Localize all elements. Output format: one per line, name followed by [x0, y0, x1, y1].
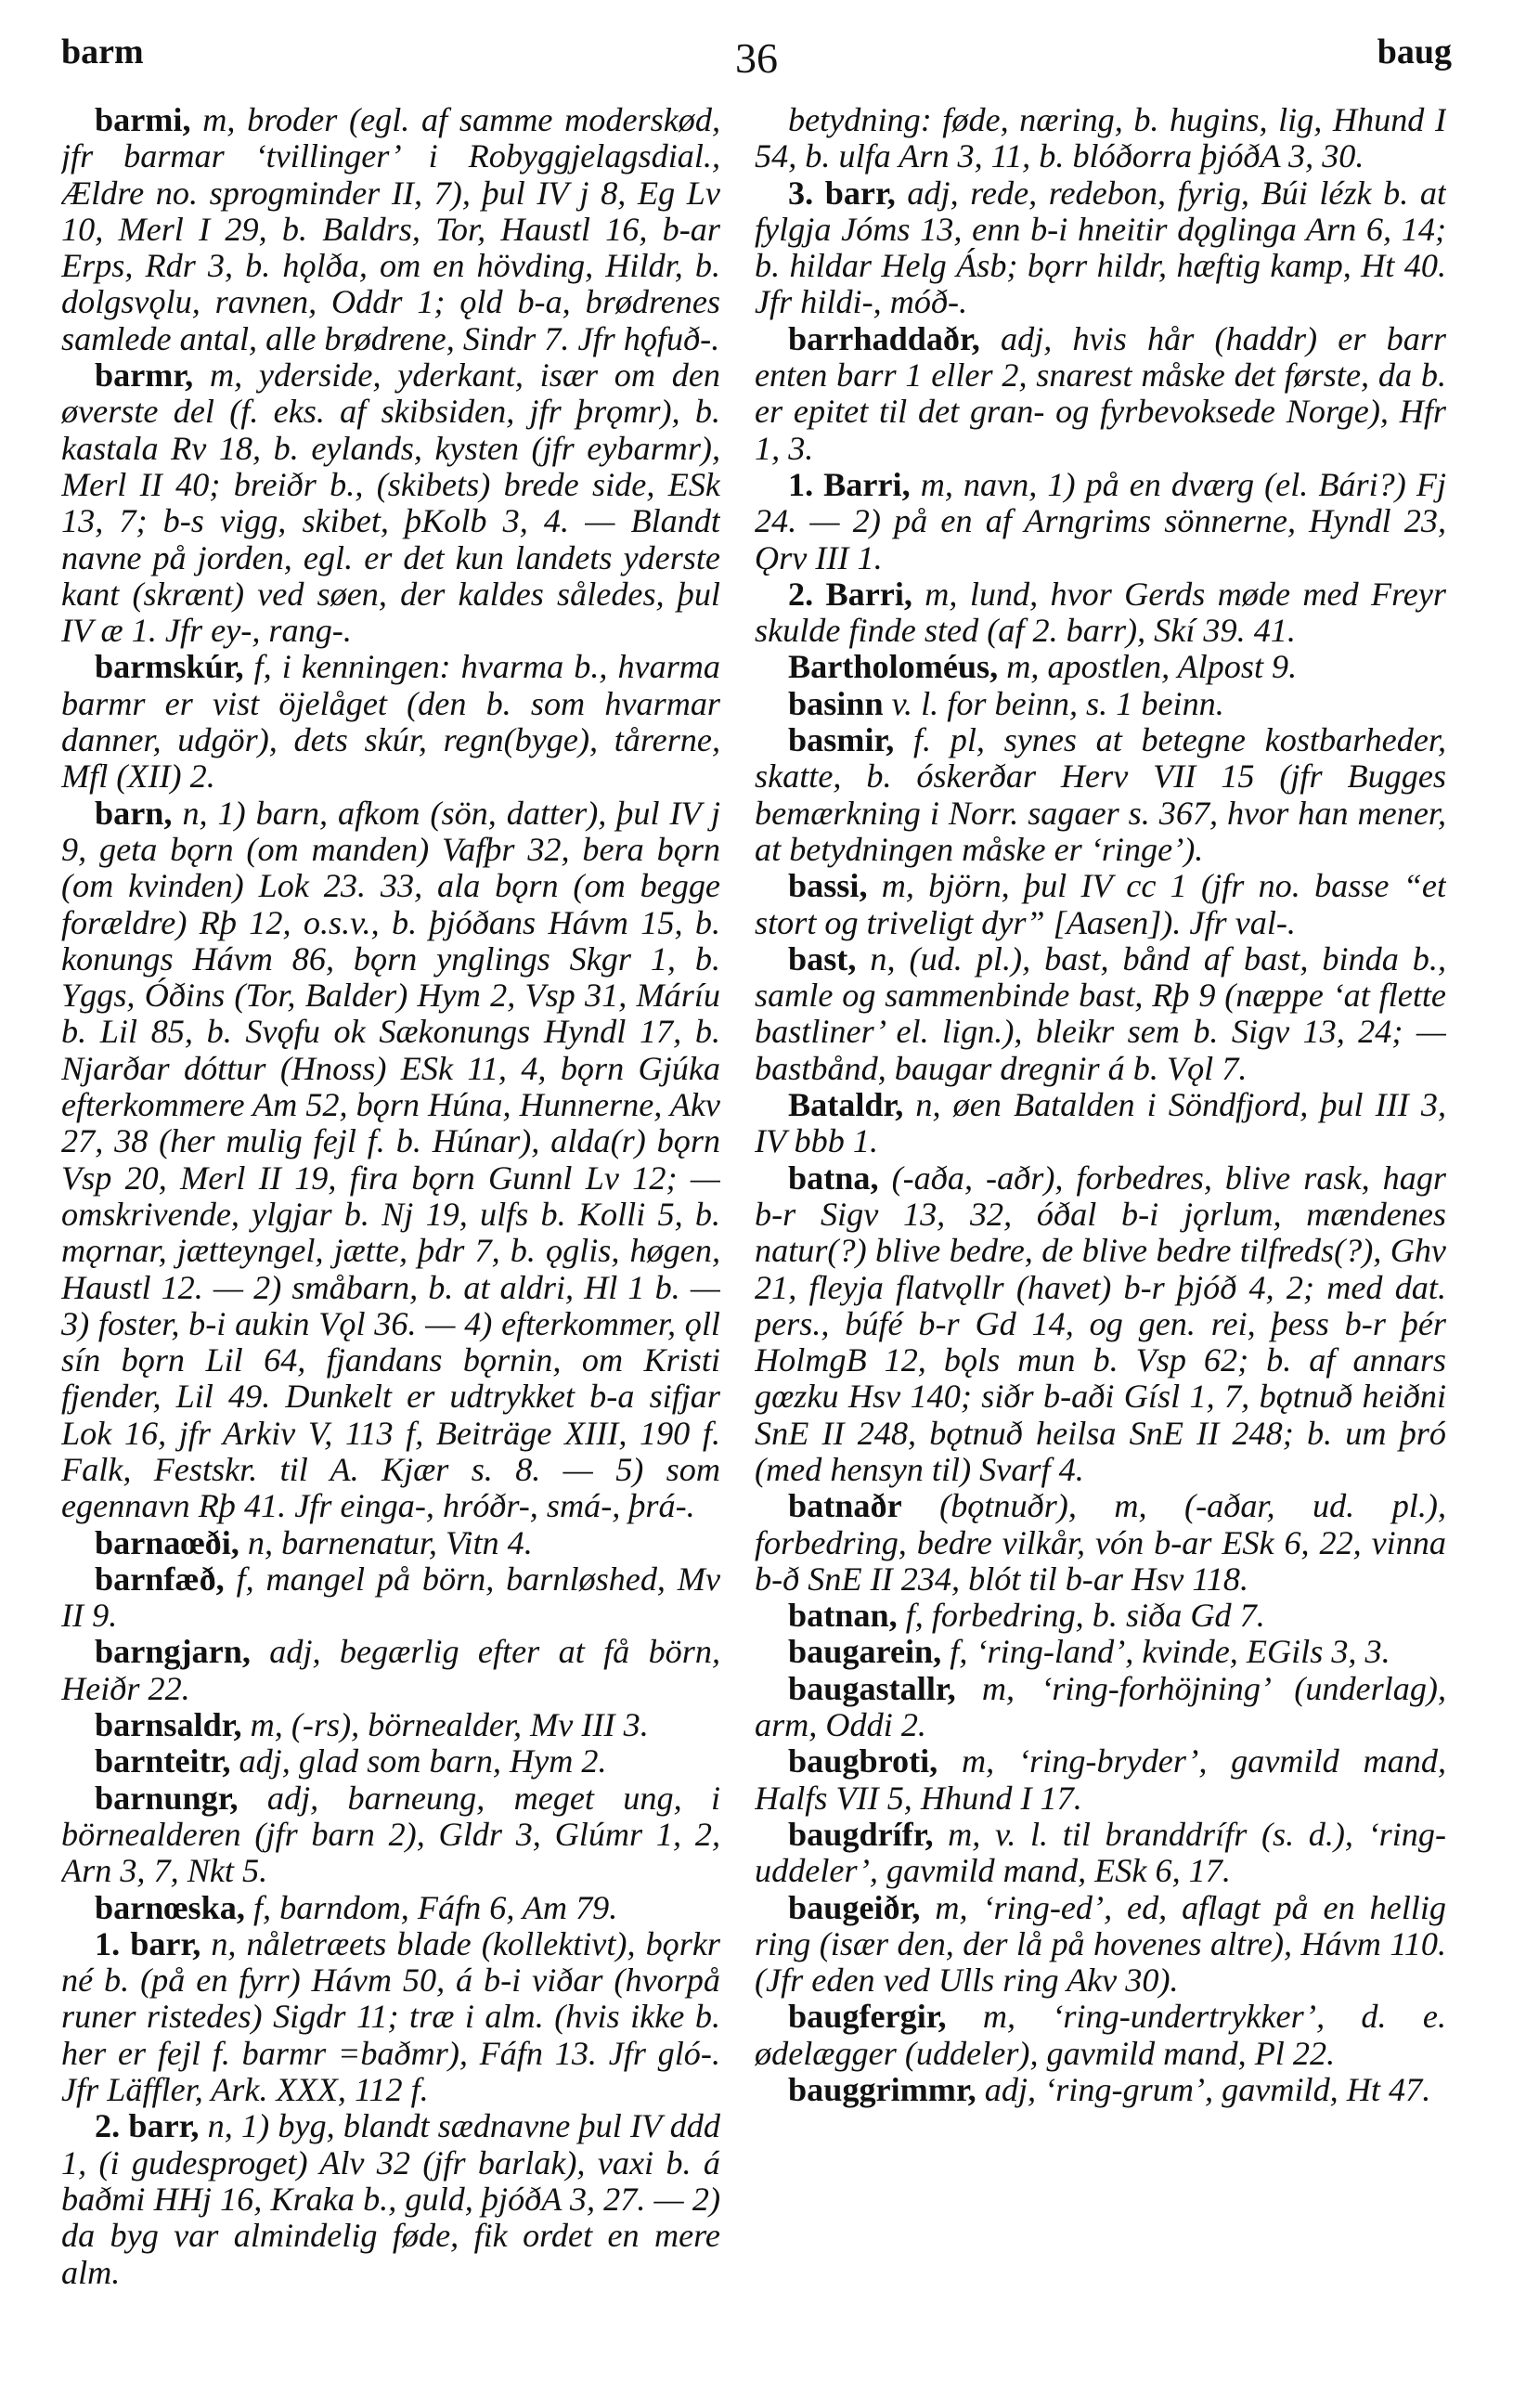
dictionary-entry — [755, 649, 1446, 685]
dictionary-entry — [755, 321, 1446, 467]
entry-definition: v. l. til branddrífr (s. d.), ‘ring-uddeler’, gavmild mand, ESk 6, 17. — [755, 1815, 1446, 1890]
entry-grammar: f, — [253, 648, 272, 686]
entry-headword: batna, — [788, 1159, 879, 1197]
entry-grammar: n, — [211, 1924, 237, 1962]
entry-definition: barnenatur, Vitn 4. — [281, 1523, 533, 1561]
entry-grammar: adj, — [907, 174, 959, 212]
dictionary-entry — [755, 576, 1446, 650]
dictionary-entry — [755, 1743, 1446, 1817]
entry-headword: barnungr, — [95, 1779, 239, 1817]
entry-definition: broder (egl. af samme moderskød, jfr barmar ‘tvillinger’ i Robyggjelagsdial., Ældre no. sprogminder II, 7), þul IV j 8, Eg Lv 10, Merl I 29, b. Baldrs, Tor, Haustl 16, b-ar Erps, Rdr 3, b. hǫlða, om en hövding, Hildr, b. dolgsvǫlu, ravnen, Oddr 1; ǫld b-a, brødrenes samlede antal, alle brødrene, Sindr 7. Jfr hǫfuð-. — [61, 102, 720, 357]
header-left-guide-word: barm — [61, 32, 144, 71]
dictionary-entry — [755, 1488, 1446, 1598]
entry-headword: basmir, — [788, 721, 895, 759]
dictionary-entry — [755, 1634, 1446, 1670]
entry-grammar: m, — [881, 867, 914, 905]
entry-definition: ‘ring-grum’, gavmild, Ht 47. — [1044, 2071, 1431, 2109]
entry-headword: baugdrífr, — [788, 1815, 934, 1853]
dictionary-entry — [61, 357, 720, 649]
entry-definition: begærlig efter at få börn, Heiðr 22. — [61, 1633, 720, 1707]
dictionary-entry — [61, 1890, 720, 1926]
entry-grammar: f. pl, — [912, 721, 985, 759]
entry-grammar: m, — [935, 1888, 968, 1926]
entry-grammar: m, — [250, 1706, 283, 1744]
entry-definition: rede, redebon, fyrig, Búi lézk b. at fylgja Jóms 13, enn b-i hneitir dǫglinga Arn 6, 14; b. hildar Helg Ásb; bǫrr hildr, hæftig kamp, Ht 40. Jfr hildi-, móð-. — [755, 174, 1446, 321]
entry-definition: øen Batalden i Söndfjord, þul III 3, IV bbb 1. — [755, 1086, 1446, 1160]
entry-headword: barmi, — [95, 102, 191, 138]
entry-definition: lund, hvor Gerds møde med Freyr skulde finde sted (af 2. barr), Skí 39. 41. — [755, 575, 1446, 650]
entry-headword: 2. barr, — [95, 2107, 200, 2145]
entry-grammar: f, — [252, 1888, 272, 1926]
dictionary-entry — [755, 686, 1446, 722]
entry-headword: baugfergir, — [788, 1998, 947, 2036]
dictionary-entry — [61, 796, 720, 1525]
entry-headword: 3. barr, — [788, 174, 896, 212]
dictionary-entry — [755, 868, 1446, 941]
dictionary-entry — [755, 1087, 1446, 1160]
entry-headword: batnaðr — [788, 1487, 902, 1525]
entry-definition: ‘ring-ed’, ed, aflagt på en hellig ring (især den, der lå på hovenes altre), Hávm 110. (Jfr eden ved Ulls ring Akv 30). — [755, 1888, 1446, 2000]
entry-definition: (-aða, -aðr), forbedres, blive rask, hagr b-r Sigv 13, 32, óðal b-i jǫrlum, mændenes natur(?) blive bedre, de blive bedre tilfreds(?), Ghv 21, fleyja flatvǫllr (havet) b-r þjóð 4, 2; med dat. pers., búfé b-r Gd 14, og gen. rei, þess b-r þér HolmgB 12, bǫls mun b. Vsp 62; b. af annars gœzku Hsv 140; siðr b-aði Gísl 1, 7, bǫtnuð heiðni SnE II 248, bǫtnuð heilsa SnE II 248; b. um þró (med hensyn til) Svarf 4. — [755, 1159, 1446, 1488]
entry-headword: baugarein, — [788, 1633, 942, 1671]
entry-definition: ‘ring-bryder’, gavmild mand, Halfs VII 5, Hhund I 17. — [755, 1742, 1446, 1817]
entry-headword: 1. barr, — [95, 1924, 201, 1962]
entry-headword: baugbroti, — [788, 1742, 938, 1780]
entry-grammar: n, — [915, 1086, 941, 1124]
entry-definition: barndom, Fáfn 6, Am 79. — [279, 1888, 618, 1926]
entry-definition: 1) byg, blandt sædnavne þul IV ddd 1, (i gudesproget) Alv 32 (jfr barlak), vaxi b. á baðmi HHj 16, Kraka b., guld, þjóðA 3, 27. — 2) da byg var almindelig føde, fik ordet en mere alm. — [61, 2107, 720, 2291]
page-header — [61, 24, 1452, 80]
entry-headword: Bataldr, — [788, 1086, 904, 1124]
dictionary-entry — [61, 1926, 720, 2108]
entry-definition: yderside, yderkant, især om den øverste del (f. eks. af skibsiden, jfr þrǫmr), b. kastala Rv 18, b. eylands, kysten (jfr eybarmr), Merl II 40; breiðr b., (skibets) brede side, ESk 13, 7; b-s vigg, skibet, þKolb 3, 4. — Blandt navne på jorden, egl. er det kun landets yderste kant (skrænt) ved søen, der kaldes således, þul IV æ 1. Jfr ey-, rang-. — [61, 356, 720, 650]
entry-definition: 1) barn, afkom (sön, datter), þul IV j 9, geta bǫrn (om manden) Vafþr 32, bera bǫrn (om kvinden) Lok 23. 33, ala bǫrn (om begge forældre) Rþ 12, o.s.v., b. þjóðans Hávm 15, b. konungs Hávm 86, bǫrn ynglings Skgr 1, b. Yggs, Óðins (Tor, Balder) Hym 2, Vsp 31, Máríu b. Lil 85, b. Svǫfu ok Sækonungs Hyndl 17, b. Njarðar dóttur (Hnoss) ESk 11, 4, bǫrn Gjúka efterkommere Am 52, bǫrn Húna, Hunnerne, Akv 27, 38 (her mulig fejl f. b. Húnar), alda(r) bǫrn Vsp 20, Merl II 19, fira bǫrn Gunnl Lv 12; — omskrivende, ylgjar b. Nj 19, ulfs b. Kolli 5, b. mǫrnar, jætteyngel, jætte, þdr 7, b. ǫglis, høgen, Haustl 12. — 2) småbarn, b. at aldri, Hl 1 b. — 3) foster, b-i aukin Vǫl 36. — 4) efterkommer, ǫll sín bǫrn Lil 64, fjandans bǫrnin, om Kristi fjender, Lil 49. Dunkelt er udtrykket b-a sifjar Lok 16, jfr Arkiv V, 113 f, Beiträge XIII, 190 f. Falk, Festskr. til A. Kjær s. 8. — 5) som egennavn Rþ 41. Jfr einga-, hróðr-, smá-, þrá-. — [61, 794, 720, 1525]
entry-definition: nåletræets blade (kollektivt), bǫrkr né b. (på en fyrr) Hávm 50, á b-i viðar (hvorpå runer ristedes) Sigdr 11; træ i alm. (hvis ikke b. her er fejl f. barmr =baðmr), Fáfn 13. Jfr gló-. Jfr Läffler, Ark. XXX, 112 f. — [61, 1924, 720, 2109]
entry-headword: 2. Barri, — [788, 575, 912, 613]
dictionary-entry — [755, 941, 1446, 1087]
entry-headword: barngjarn, — [95, 1633, 251, 1671]
entry-grammar: m, — [209, 356, 243, 395]
right-column — [755, 102, 1446, 2395]
entry-headword: barnfæð, — [95, 1560, 225, 1598]
dictionary-entry — [61, 649, 720, 795]
entry-definition: ‘ring-undertrykker’, d. e. ødelægger (uddeler), gavmild mand, Pl 22. — [755, 1998, 1446, 2072]
entry-definition: björn, þul IV cc 1 (jfr no. basse “et stort og triveligt dyr” [Aasen]). Jfr val-. — [755, 867, 1446, 941]
entry-headword: batnan, — [788, 1597, 898, 1635]
dictionary-entry — [61, 2108, 720, 2290]
dictionary-entry — [755, 1817, 1446, 1890]
dictionary-entry — [755, 102, 1446, 175]
left-column — [61, 102, 720, 2395]
entry-headword: 1. Barri, — [788, 465, 911, 503]
entry-grammar: adj, — [239, 1742, 291, 1780]
entry-headword: barnteitr, — [95, 1742, 231, 1780]
dictionary-entry — [755, 1890, 1446, 2000]
dictionary-entry — [61, 102, 720, 357]
dictionary-entry — [61, 1525, 720, 1561]
entry-grammar: adj, — [984, 2071, 1037, 2109]
dictionary-entry — [755, 175, 1446, 321]
dictionary-entry — [755, 1671, 1446, 1744]
entry-headword: barnsaldr, — [95, 1706, 242, 1744]
entry-grammar: m, — [920, 465, 953, 503]
entry-grammar: adj, — [269, 1633, 321, 1671]
entry-grammar: m, — [1006, 648, 1040, 686]
entry-definition: apostlen, Alpost 9. — [1047, 648, 1298, 686]
entry-headword: barnaœði, — [95, 1523, 239, 1561]
dictionary-entry — [61, 1743, 720, 1780]
entry-definition: hvis hår (haddr) er barr enten barr 1 eller 2, snarest måske det første, da b. er epitet til det gran- og fyrbevoksede Norge), Hfr 1, 3. — [755, 319, 1446, 467]
entry-definition: betydning: føde, næring, b. hugins, lig, Hhund I 54, b. ulfa Arn 3, 11, b. blóðorra þjóðA 3, 30. — [755, 102, 1446, 175]
entry-definition: forbedring, b. siða Gd 7. — [931, 1597, 1265, 1635]
entry-grammar: m, — [981, 1669, 1015, 1707]
entry-headword: bassi, — [788, 867, 868, 905]
entry-grammar: n, — [247, 1523, 274, 1561]
entry-grammar: m, — [982, 1998, 1016, 2036]
entry-grammar: f, — [236, 1560, 254, 1598]
entry-headword: barrhaddaðr, — [788, 319, 980, 357]
entry-grammar: n, — [207, 2107, 233, 2145]
entry-definition: i kenningen: hvarma b., hvarma barmr er vist öjelåget (den b. som hvarmar danner, udgör), dets skúr, regn(byge), tårerne, Mfl (XII) 2. — [61, 648, 720, 796]
entry-definition: glad som barn, Hym 2. — [298, 1742, 607, 1780]
entry-headword: basinn — [788, 684, 884, 722]
entry-grammar: m, — [948, 1815, 981, 1853]
page-number: 36 — [735, 34, 778, 82]
entry-headword: baugeiðr, — [788, 1888, 921, 1926]
dictionary-entry — [755, 1598, 1446, 1634]
entry-grammar: adj, — [1001, 319, 1053, 357]
entry-definition: navn, 1) på en dværg (el. Bári?) Fj 24. — 2) på en af Arngrims sönnerne, Hyndl 23, Ǫrv III 1. — [755, 465, 1446, 576]
entry-definition: ‘ring-forhöjning’ (underlag), arm, Oddi 2. — [755, 1669, 1446, 1744]
entry-headword: barmskúr, — [95, 648, 244, 686]
entry-grammar: f, — [905, 1597, 924, 1635]
entry-definition: (-rs), börnealder, Mv III 3. — [291, 1706, 649, 1744]
entry-headword: bast, — [788, 939, 857, 977]
entry-grammar: m, — [962, 1742, 995, 1780]
entry-grammar: v. l. — [891, 684, 939, 722]
entry-headword: barnœska, — [95, 1888, 245, 1926]
entry-definition: synes at betegne kostbarheder, skatte, b. óskerðar Herv VII 15 (jfr Bugges bemærkning i Norr. sagaer s. 367, hvor han mener, at betydningen måske er ‘ringe’). — [755, 721, 1446, 868]
entry-definition: (bǫtnuðr), m, (-aðar, ud. pl.), forbedring, bedre vilkår, vón b-ar ESk 6, 22, vinna b-ð SnE II 234, blót til b-ar Hsv 118. — [755, 1487, 1446, 1598]
entry-grammar: adj, — [266, 1779, 319, 1817]
entry-definition: ‘ring-land’, kvinde, EGils 3, 3. — [976, 1633, 1390, 1671]
entry-headword: bauggrimmr, — [788, 2071, 976, 2109]
entry-headword: Bartholoméus, — [788, 648, 999, 686]
dictionary-entry — [61, 1707, 720, 1743]
entry-headword: baugastallr, — [788, 1669, 956, 1707]
dictionary-entry — [755, 467, 1446, 576]
dictionary-entry — [61, 1634, 720, 1707]
dictionary-entry — [61, 1561, 720, 1635]
entry-grammar: m, — [202, 102, 236, 138]
dictionary-entry — [755, 2072, 1446, 2108]
entry-definition: mangel på börn, barnløshed, Mv II 9. — [61, 1560, 720, 1635]
entry-grammar: n, — [182, 794, 208, 832]
dictionary-entry — [755, 722, 1446, 868]
entry-grammar: f, — [950, 1633, 968, 1671]
dictionary-entry — [755, 1160, 1446, 1489]
entry-headword: barn, — [95, 794, 173, 832]
header-right-guide-word: baug — [1377, 32, 1452, 71]
dictionary-entry — [755, 1999, 1446, 2072]
entry-headword: barmr, — [95, 356, 194, 395]
dictionary-entry — [61, 1780, 720, 1890]
entry-grammar: n, — [870, 939, 896, 977]
entry-definition: for beinn, s. 1 beinn. — [947, 684, 1224, 722]
entry-definition: barneung, meget ung, i börnealderen (jfr barn 2), Gldr 3, Glúmr 1, 2, Arn 3, 7, Nkt 5. — [61, 1779, 720, 1890]
entry-grammar: m, — [925, 575, 958, 613]
entry-definition: (ud. pl.), bast, bånd af bast, binda b., samle og sammenbinde bast, Rþ 9 (næppe ‘at flette bastliner’ el. lign.), bleikr sem b. Sigv 13, 24; — bastbånd, baugar dregnir á b. Vǫl 7. — [755, 939, 1446, 1087]
